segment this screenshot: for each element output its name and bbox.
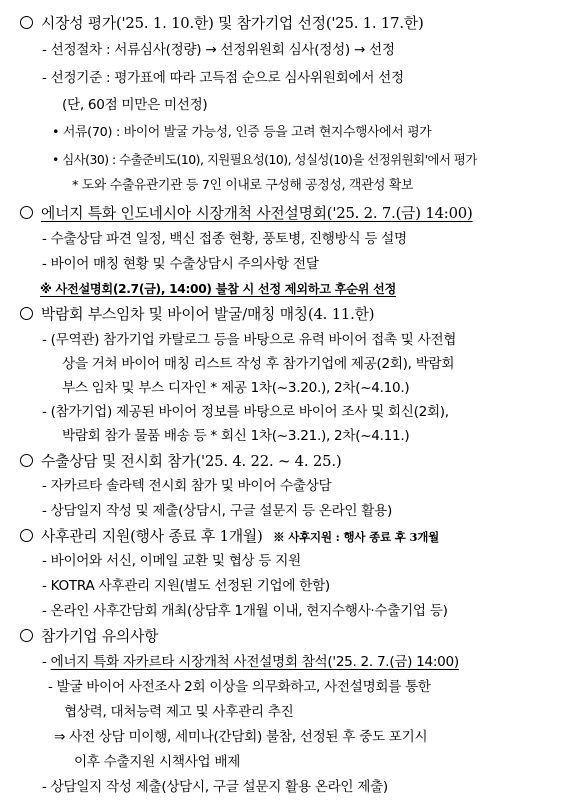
s6-line-5: 이후 수출지원 시책사업 배제 <box>74 754 241 770</box>
section-5-note: ※ 사후지원 : 행사 종료 후 3개월 <box>273 530 440 544</box>
s3-line-3: 부스 임차 및 부스 디자인 * 제공 1차(~3.20.), 2차(~4.10.) <box>62 380 410 396</box>
section-4-title: 수출상담 및 전시회 참가('25. 4. 22. ~ 4. 25.) <box>41 453 342 470</box>
circle-bullet-icon <box>20 454 33 467</box>
s6-line-1-container: - 에너지 특화 자카르타 시장개척 사전설명회 참석('25. 2. 7.(금) 14:00) <box>42 654 459 670</box>
section-2-heading <box>20 206 473 222</box>
section-3-title: 박람회 부스임차 및 바이어 발굴/매칭 매칭(4. 11.한) <box>41 306 375 323</box>
section-1-title: 시장성 평가('25. 1. 10.한) 및 참가기업 선정('25. 1. 17.한) <box>41 15 424 32</box>
s5-line-3: - 온라인 사후간담회 개최(상담후 1개월 이내, 현지수행사·수출기업 등) <box>42 603 448 619</box>
s1-line-1: - 선정절차 : 서류심사(정량) → 선정위원회 심사(정성) → 선정 <box>42 42 395 58</box>
s1-line-3: (단, 60점 미만은 미선정) <box>62 97 208 113</box>
section-2-title: 에너지 특화 인도네시아 시장개척 사전설명회('25. 2. 7.(금) 14:00) <box>41 205 473 222</box>
s3-line-4: - (참가기업) 제공된 바이어 정보를 바탕으로 바이어 조사 및 회신(2회), <box>42 404 449 420</box>
s3-line-5: 박람회 참가 물품 배송 등 * 회신 1차(~3.21.), 2차(~4.11.) <box>62 428 410 444</box>
s2-line-1: - 수출상담 파견 일정, 백신 접종 현황, 풍토병, 진행방식 등 설명 <box>42 231 407 247</box>
s1-line-4: • 서류(70) : 바이어 발굴 가능성, 인증 등을 고려 현지수행사에서 평가 <box>52 125 432 140</box>
circle-bullet-icon <box>20 307 33 320</box>
circle-bullet-icon <box>20 206 33 219</box>
s6-line-3: 협상력, 대처능력 제고 및 사후관리 추진 <box>64 704 294 720</box>
s4-line-1: - 자카르타 솔라텍 전시회 참가 및 바이어 수출상담 <box>42 478 332 494</box>
section-5-heading <box>20 529 439 545</box>
section-1-heading <box>20 16 424 32</box>
s1-line-5: • 심사(30) : 수출준비도(10), 지원필요성(10), 성실성(10)을 선정위원회'에서 평가 <box>52 152 477 167</box>
section-6-title: 참가기업 유의사항 <box>41 628 159 645</box>
circle-bullet-icon <box>20 629 33 642</box>
section-4-heading <box>20 454 341 470</box>
circle-bullet-icon <box>20 16 33 29</box>
s2-notice: ※ 사전설명회(2.7(금), 14:00) 불참 시 선정 제외하고 후순위 선정 <box>40 282 396 296</box>
s5-line-2: - KOTRA 사후관리 지원(별도 선정된 기업에 한함) <box>42 578 330 594</box>
s5-line-1: - 바이어와 서신, 이메일 교환 및 협상 등 지원 <box>42 553 301 569</box>
s6-line-6: - 상담일지 작성 제출(상담시, 구글 설문지 활용 온라인 제출) <box>42 779 388 795</box>
s1-line-2: - 선정기준 : 평가표에 따라 고득점 순으로 심사위원회에서 선정 <box>42 70 404 86</box>
section-3-heading <box>20 307 374 323</box>
s2-line-2: - 바이어 매칭 현황 및 수출상담시 주의사항 전달 <box>42 256 319 272</box>
s4-line-2: - 상담일지 작성 및 제출(상담시, 구글 설문지 등 온라인 활용) <box>42 503 392 519</box>
section-5-title: 사후관리 지원(행사 종료 후 1개월) <box>41 528 263 545</box>
s6-line-1: 에너지 특화 자카르타 시장개척 사전설명회 참석('25. 2. 7.(금) 14:00) <box>50 654 459 670</box>
s3-line-2: 상을 거쳐 바이어 매칭 리스트 작성 후 참가기업에 제공(2회), 박람회 <box>62 356 455 372</box>
s1-line-6: * 도와 수출유관기관 등 7인 이내로 구성해 공정성, 객관성 확보 <box>72 178 414 193</box>
s3-line-1: - (무역관) 참가기업 카탈로그 등을 바탕으로 유력 바이어 접촉 및 사전협 <box>42 332 457 348</box>
s6-line-2: - 발굴 바이어 사전조사 2회 이상을 의무화하고, 사전설명회를 통한 <box>48 679 431 695</box>
circle-bullet-icon <box>20 529 33 542</box>
s6-line-4: ⇒ 사전 상담 미이행, 세미나(간담회) 불참, 선정된 후 중도 포기시 <box>54 729 428 745</box>
section-6-heading <box>20 629 158 645</box>
